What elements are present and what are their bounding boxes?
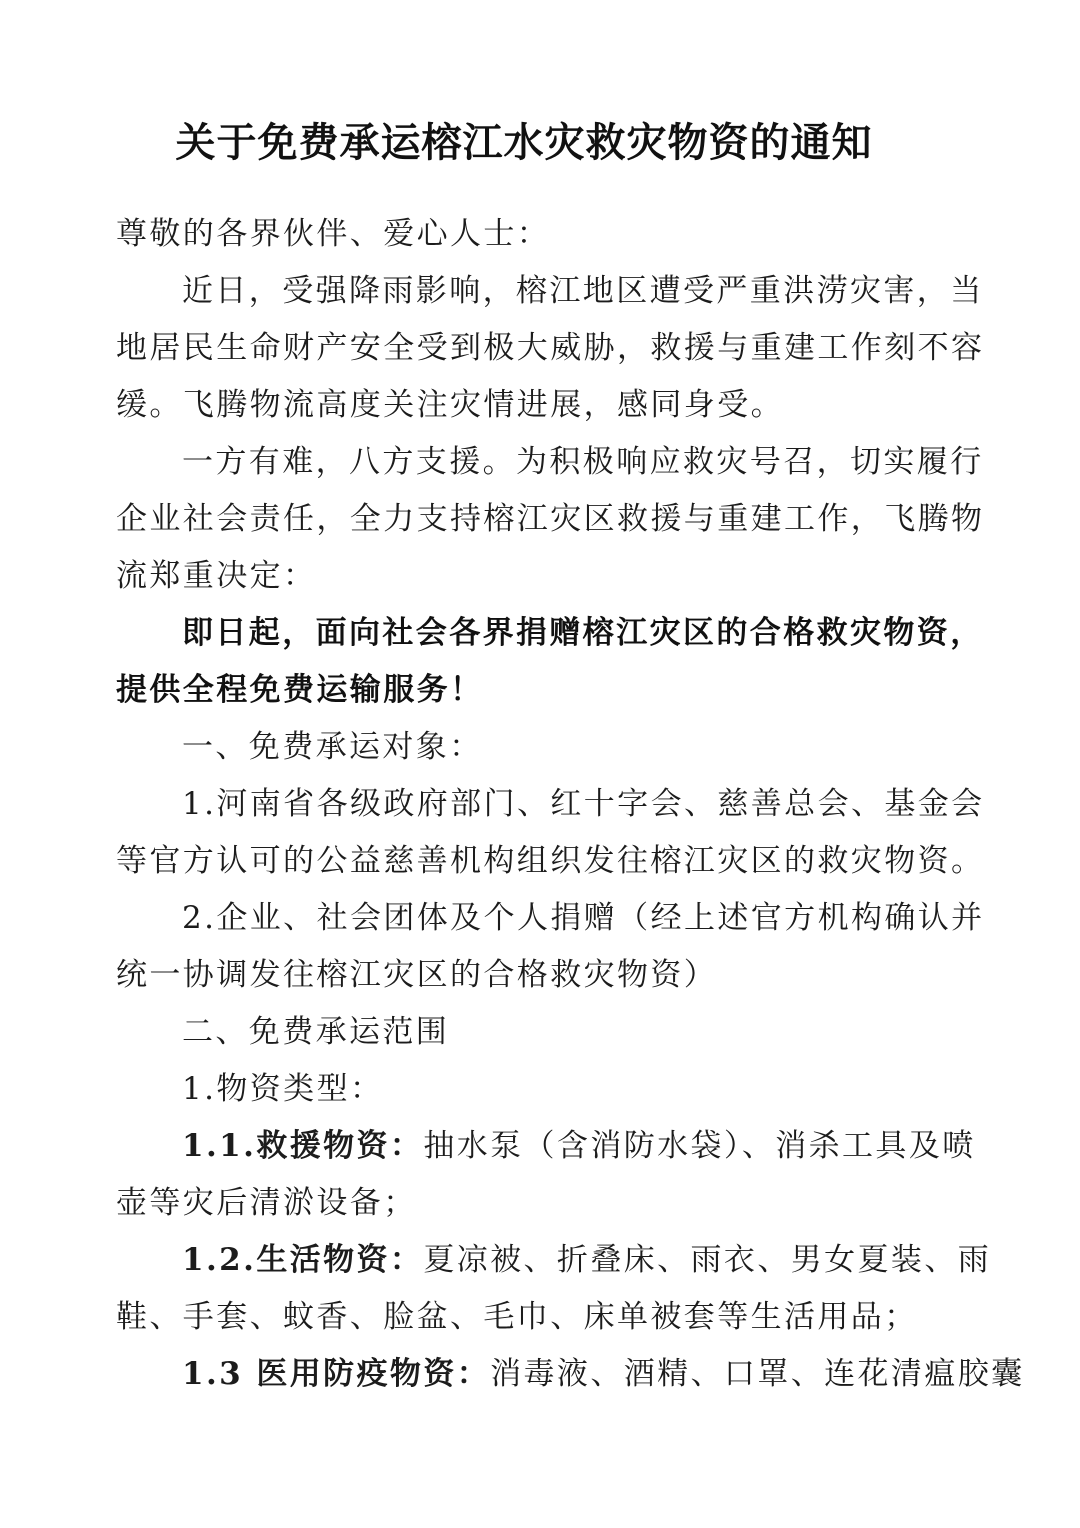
section2-item1-3-line1: [182, 1354, 1025, 1394]
section2-item1-1-line1: [182, 1126, 976, 1166]
item1-3-text: 消毒液、酒精、口罩、连花清瘟胶囊: [490, 1356, 1025, 1392]
item1-1-text: 抽水泵（含消防水袋）、消杀工具及喷: [423, 1128, 976, 1164]
item1-1-label: 1.1.救援物资：: [182, 1128, 424, 1164]
item1-2-label: 1.2.生活物资：: [182, 1242, 424, 1278]
announcement-line1: 即日起，面向社会各界捐赠榕江灾区的合格救灾物资，: [182, 615, 984, 651]
paragraph1-line1: 近日，受强降雨影响，榕江地区遭受严重洪涝灾害，当: [182, 273, 984, 309]
paragraph1-line3: 缓。飞腾物流高度关注灾情进展，感同身受。: [116, 387, 784, 423]
section1-item1-line2: 等官方认可的公益慈善机构组织发往榕江灾区的救灾物资。: [116, 843, 985, 879]
document-title: 关于免费承运榕江水灾救灾物资的通知: [175, 120, 873, 166]
paragraph2-line2: 企业社会责任，全力支持榕江灾区救援与重建工作，飞腾物: [116, 501, 985, 537]
item1-3-label: 1.3 医用防疫物资：: [182, 1356, 491, 1392]
section1-item2-line1: 2.企业、社会团体及个人捐赠（经上述官方机构确认并: [182, 900, 985, 936]
section2-subheading: 1.物资类型：: [182, 1071, 384, 1107]
section2-item1-2-line1: [182, 1240, 991, 1280]
paragraph2-line3: 流郑重决定：: [116, 558, 317, 594]
section1-item2-line2: 统一协调发往榕江灾区的合格救灾物资）: [116, 957, 718, 993]
section1-heading: 一、免费承运对象：: [182, 729, 483, 765]
salutation: 尊敬的各界伙伴、爱心人士：: [116, 216, 551, 252]
section2-item1-1-line2: 壶等灾后清淤设备；: [116, 1185, 417, 1221]
item1-2-text: 夏凉被、折叠床、雨衣、男女夏装、雨: [423, 1242, 992, 1278]
announcement-line2: 提供全程免费运输服务！: [116, 672, 484, 708]
paragraph2-line1: 一方有难，八方支援。为积极响应救灾号召，切实履行: [182, 444, 984, 480]
section2-item1-2-line2: 鞋、手套、蚊香、脸盆、毛巾、床单被套等生活用品；: [116, 1299, 918, 1335]
section2-heading: 二、免费承运范围: [182, 1014, 450, 1050]
paragraph1-line2: 地居民生命财产安全受到极大威胁，救援与重建工作刻不容: [116, 330, 985, 366]
section1-item1-line1: 1.河南省各级政府部门、红十字会、慈善总会、基金会: [182, 786, 985, 822]
